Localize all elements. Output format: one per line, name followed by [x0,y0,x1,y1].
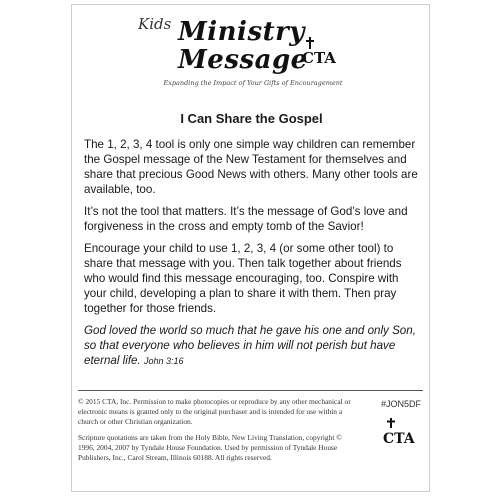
cta-logo-icon [381,417,415,447]
divider [78,390,423,391]
message-card [71,4,430,492]
brand-tagline: Expanding the Impact of Your Gifts of Encouragement [163,79,343,87]
paragraph: The 1, 2, 3, 4 tool is only one simple way children can remember the Gospel message of the New Testament for themselves and share that precious Good News with others. Many other tools are available, too. [84,138,418,196]
copyright-text: © 2015 CTA, Inc. Permission to make photocopies or reproduce by any other mechanical or electronic means is granted only to the original purchaser and is intended for use within a church or other Christian organization. [78,397,351,426]
legal-notice [78,397,354,469]
brand-ministry: Ministry [178,17,305,47]
bible-verse [84,323,422,369]
paragraph: Encourage your child to use 1, 2, 3, 4 (or some other tool) to share that message with you. Then talk together about friends who would find this message encouraging, too. Conspire with your child, developing a plan to share it with them. Then pray together for those friends. [84,242,402,315]
verse-text: God loved the world so much that he gave his one and only Son, so that everyone who believes in him will not perish but have eternal life. [84,324,416,367]
brand-kids: Kids [138,15,172,33]
page-title: I Can Share the Gospel [180,111,323,126]
svg-text:CTA: CTA [383,431,415,447]
message-body [84,137,422,376]
verse-reference: John 3:16 [143,356,184,366]
svg-text:CTA: CTA [302,49,336,67]
kids-ministry-message-logo [138,13,378,93]
scripture-credit: Scripture quotations are taken from the Holy Bible, New Living Translation, copyright © 1996, 2004, 2007 by Tyndale House Foundation. Used by permission of Tyndale House Publishers, Inc., Carol Stream, Illinois 60188. All rights reserved. [78,433,342,462]
brand-message: Message [178,45,308,75]
paragraph: It’s not the tool that matters. It’s the message of God’s love and forgiveness in the cross and empty tomb of the Savior! [84,205,408,233]
cta-logo-icon [298,35,338,71]
product-code: #JON5DF [380,399,421,409]
